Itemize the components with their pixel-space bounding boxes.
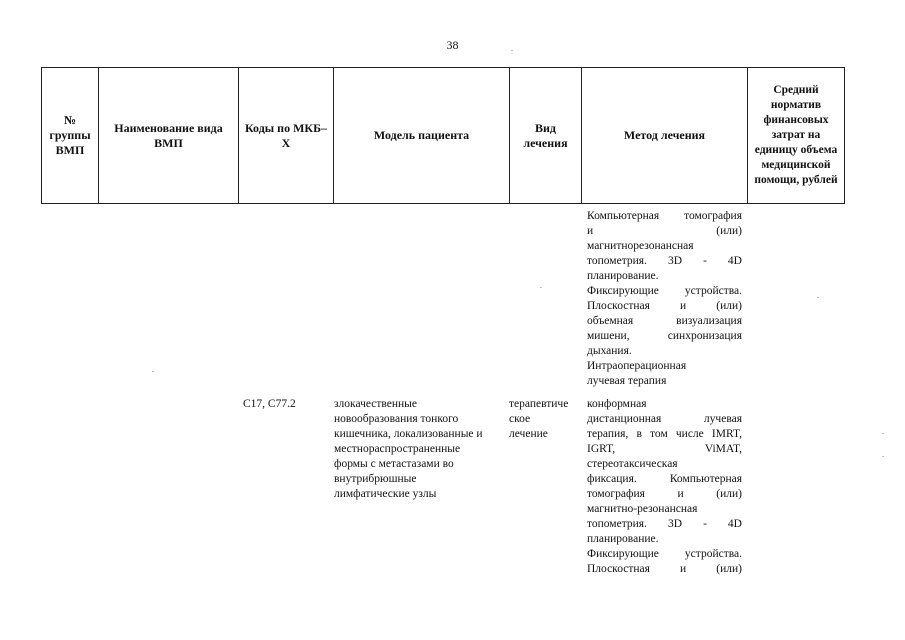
row2-treatment-type-line: лечение: [509, 428, 548, 440]
row2-method-line: магнитно-резонансная: [587, 503, 698, 515]
scan-speck: [817, 297, 819, 298]
header-mkb-codes: Коды по МКБ–Х: [239, 68, 334, 204]
row1-method-line: Интраоперационная: [587, 360, 687, 372]
row1-method-line: объемная визуализация: [587, 315, 742, 327]
row2-patient-model-line: злокачественные: [334, 398, 417, 410]
row2-patient-model-line: внутрибрюшные: [334, 473, 417, 485]
header-patient-model: Модель пациента: [334, 68, 510, 204]
row2-method-line: стереотаксическая: [587, 458, 678, 470]
row2-method-line: топометрия. 3D - 4D: [587, 518, 742, 530]
scan-speck: [882, 433, 884, 434]
header-treatment-method: Метод лечения: [582, 68, 748, 204]
row2-patient-model-line: лимфатические узлы: [334, 488, 437, 500]
scan-speck: [511, 50, 513, 51]
row1-method-line: Фиксирующие устройства.: [587, 285, 742, 297]
row2-method-line: IGRT, ViMAT,: [587, 443, 742, 455]
row1-method-cell: [587, 209, 742, 389]
row2-patient-model-cell: [334, 397, 506, 502]
row2-method-line: фиксация. Компьютерная: [587, 473, 742, 485]
row2-method-line: Плоскостная и (или): [587, 563, 742, 575]
page-number: 38: [446, 38, 459, 52]
row2-treatment-type-line: ское: [509, 413, 531, 425]
row2-method-line: конформная: [587, 398, 647, 410]
row1-method-line: мишени, синхронизация: [587, 330, 742, 342]
row2-method-line: дистанционная лучевая: [587, 413, 742, 425]
row2-method-line: терапия, в том числе IMRT,: [587, 428, 742, 440]
row1-method-line: лучевая терапия: [587, 375, 667, 387]
header-vmp-name: Наименование вида ВМП: [99, 68, 239, 204]
row1-method-line: дыхания.: [587, 345, 632, 357]
table-header: [41, 67, 845, 204]
row2-patient-model-line: местнораспространенные: [334, 443, 461, 455]
row2-patient-model-line: кишечника, локализованные и: [334, 428, 483, 440]
row1-method-line: топометрия. 3D - 4D: [587, 255, 742, 267]
row2-codes-cell: C17, C77.2: [243, 398, 296, 410]
row2-method-cell: [587, 397, 742, 577]
row2-method-line: планирование.: [587, 533, 659, 545]
scan-speck: [540, 287, 542, 288]
header-avg-cost: Средний норматив финансовых затрат на единицу объема медицинской помощи, рублей: [748, 68, 845, 204]
row1-method-line: планирование.: [587, 270, 659, 282]
row2-method-line: томография и (или): [587, 488, 742, 500]
row2-treatment-type-line: терапевтиче: [509, 398, 569, 410]
row2-patient-model-line: новообразования тонкого: [334, 413, 459, 425]
row2-patient-model-line: формы с метастазами во: [334, 458, 454, 470]
row1-method-line: Компьютерная томография: [587, 210, 742, 222]
scan-speck: [882, 456, 884, 457]
row1-method-line: магнитнорезонансная: [587, 240, 694, 252]
row2-treatment-type-cell: [509, 397, 581, 442]
scan-speck: [152, 371, 154, 372]
row2-method-line: Фиксирующие устройства.: [587, 548, 742, 560]
header-treatment-type: Вид лечения: [510, 68, 582, 204]
header-group-no: № группы ВМП: [42, 68, 99, 204]
row1-method-line: Плоскостная и (или): [587, 300, 742, 312]
row1-method-line: и (или): [587, 225, 742, 237]
